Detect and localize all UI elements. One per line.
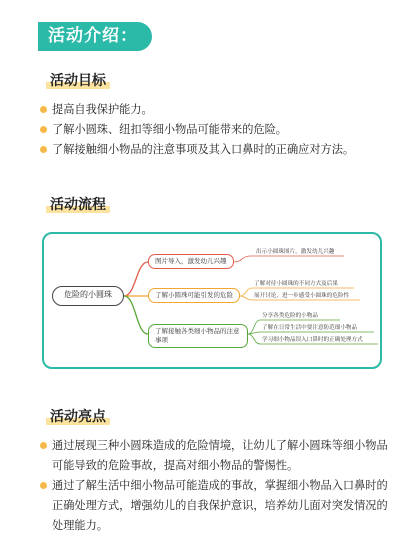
highlight-item: 通过展现三种小圆珠造成的危险情境，让幼儿了解小圆珠等细小物品可能导致的危险事故，提高对细小物品的警惕性。 — [38, 436, 388, 476]
bullet-dot-icon — [40, 482, 47, 489]
branch-2-leaf-1: 了解对待小圆珠的不同方式及后果 — [254, 281, 338, 287]
goal-item: 了解接触细小物品的注意事项及其入口鼻时的正确应对方法。 — [38, 140, 390, 160]
highlights-list — [38, 436, 388, 536]
branch-3-leaf-3: 学习细小物品误入口鼻时的正确处理方式 — [262, 337, 363, 343]
page-header-badge: 活动介绍： — [38, 22, 152, 51]
process-title: 活动流程 — [46, 194, 110, 214]
goal-item: 了解小圆珠、纽扣等细小物品可能带来的危险。 — [38, 120, 390, 140]
bullet-dot-icon — [40, 146, 47, 153]
goals-title: 活动目标 — [46, 70, 110, 90]
bullet-dot-icon — [40, 106, 47, 113]
goal-item: 提高自我保护能力。 — [38, 100, 390, 120]
highlights-title: 活动亮点 — [46, 406, 110, 426]
mind-map — [42, 232, 382, 369]
bullet-dot-icon — [40, 126, 47, 133]
branch-2-leaf-2: 展开讨论，进一步感受小圆珠的危险性 — [254, 293, 350, 299]
branch-1-node: 图片导入，激发幼儿兴趣 — [148, 254, 234, 269]
goals-list — [38, 100, 390, 160]
branch-3-node: 了解接触各类细小物品的注意事项 — [148, 324, 248, 348]
mind-map-root: 危险的小圆珠 — [52, 286, 124, 306]
branch-3-leaf-1: 分享各类危险的小物品 — [262, 313, 318, 319]
branch-3-leaf-2: 了解在日常生活中要注意防范细小物品 — [262, 325, 358, 331]
bullet-dot-icon — [40, 442, 47, 449]
branch-1-leaf-1: 出示小圆珠图片，激发幼儿兴趣 — [256, 249, 335, 255]
highlight-item: 通过了解生活中细小物品可能造成的事故，掌握细小物品入口鼻时的正确处理方式，增强幼儿的自我保护意识，培养幼儿面对突发情况的处理能力。 — [38, 476, 388, 536]
branch-2-node: 了解小圆珠可能引发的危险 — [148, 288, 240, 303]
